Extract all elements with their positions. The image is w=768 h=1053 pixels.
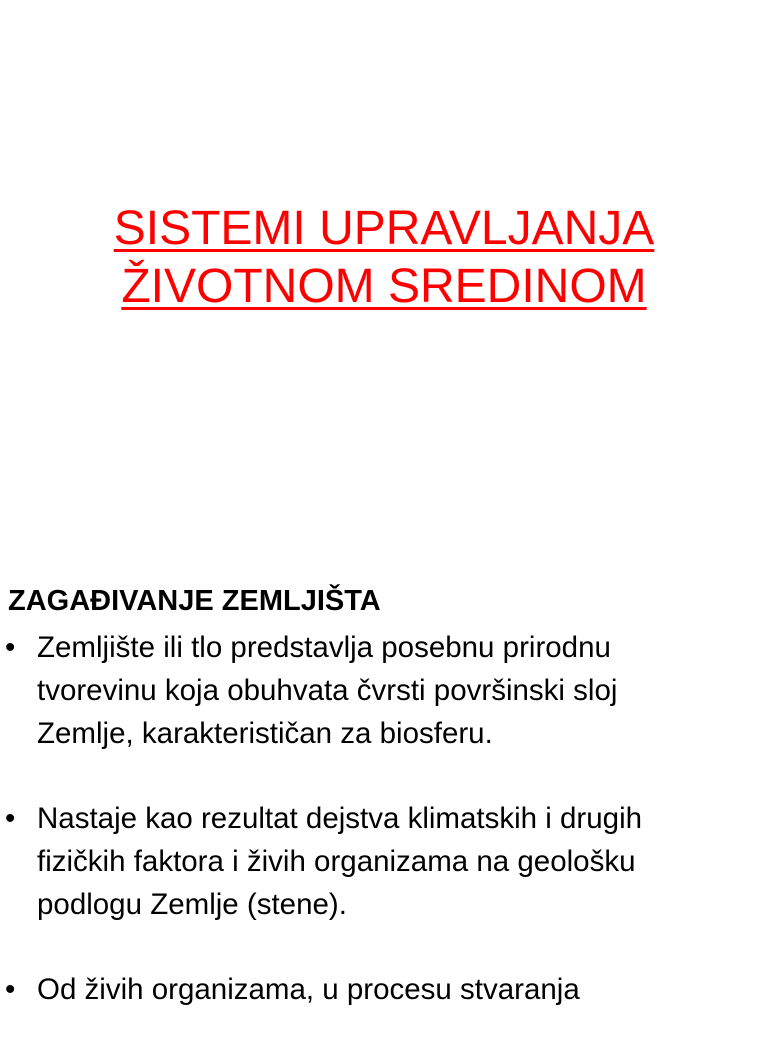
bullet-icon: • [5,802,16,835]
bullet-text-line: Nastaje kao rezultat dejstva klimatskih i drugih [37,802,643,835]
bullet-item-2 [0,797,768,926]
bullet-text-line: podlogu Zemlje (stene). [37,888,347,921]
section-heading: ZAGAĐIVANJE ZEMLJIŠTA [8,585,381,617]
bullet-item-1 [0,626,768,755]
bullet-list [0,626,768,1053]
bullet-icon: • [5,631,16,664]
bullet-item-3 [0,968,768,1011]
bullet-text-line: tvorevinu koja obuhvata čvrsti površinski sloj [37,674,618,707]
title-line-2: ŽIVOTNOM SREDINOM [121,260,647,313]
title-line-1: SISTEMI UPRAVLJANJA [113,202,655,255]
bullet-text-line: fizičkih faktora i živih organizama na geološku [37,845,636,878]
bullet-text-line: Zemlje, karakterističan za biosferu. [37,717,493,750]
bullet-text-line: Zemljište ili tlo predstavlja posebnu prirodnu [37,631,611,664]
slide-title [0,200,768,316]
bullet-text-line: Od živih organizama, u procesu stvaranja [37,973,580,1006]
bullet-icon: • [5,973,16,1006]
